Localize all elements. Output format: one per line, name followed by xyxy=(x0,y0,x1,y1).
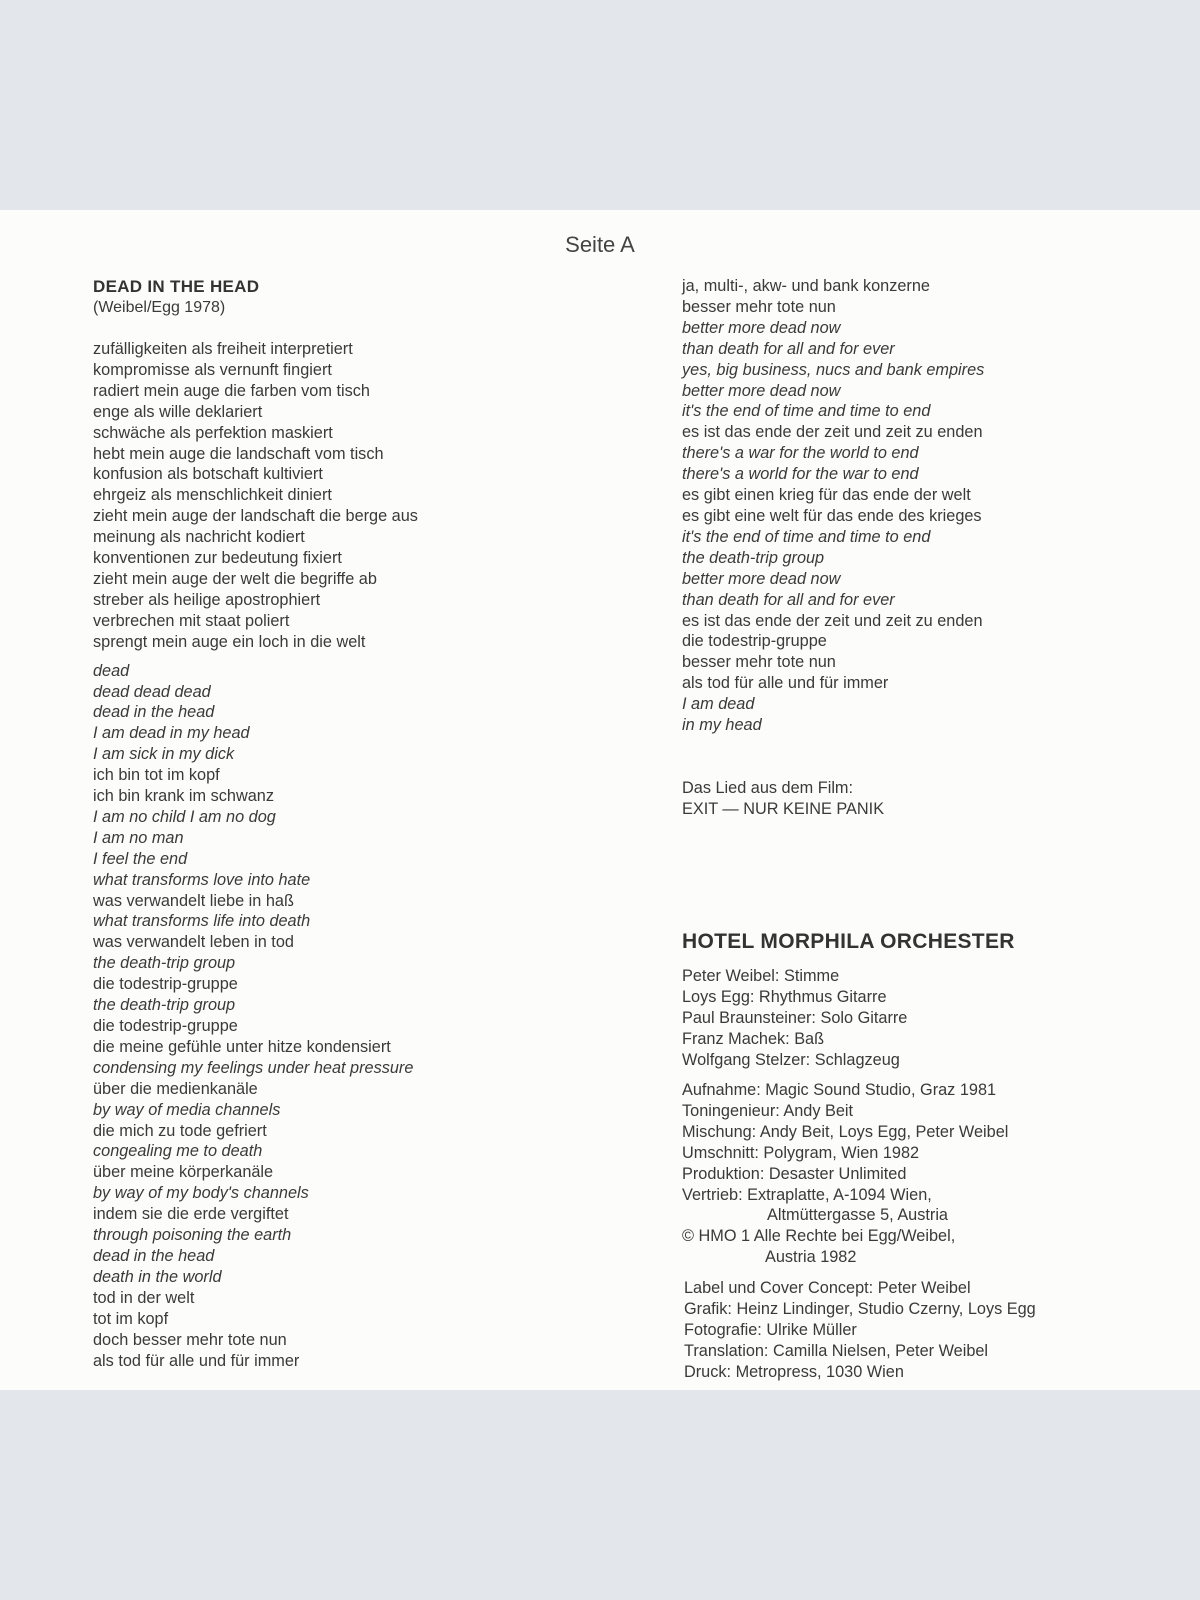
rights-line: Austria 1982 xyxy=(765,1248,857,1267)
song-credit: (Weibel/Egg 1978) xyxy=(93,299,226,316)
lyric-line: what transforms love into hate xyxy=(93,870,311,889)
lyric-line: was verwandelt liebe in haß xyxy=(93,891,294,910)
lyric-line: condensing my feelings under heat pressure xyxy=(93,1058,414,1077)
lyric-line: verbrechen mit staat poliert xyxy=(93,611,290,630)
production-line: Aufnahme: Magic Sound Studio, Graz 1981 xyxy=(682,1081,997,1099)
song-title: DEAD IN THE HEAD xyxy=(93,277,260,296)
lyric-line: ja, multi-, akw- und bank konzerne xyxy=(682,277,930,295)
member-line: Franz Machek: Baß xyxy=(682,1029,825,1048)
lyric-line: death in the world xyxy=(93,1267,222,1286)
production-line: Produktion: Desaster Unlimited xyxy=(682,1164,907,1183)
lyric-line: the death-trip group xyxy=(93,996,236,1015)
lyrics-stanza-1 xyxy=(93,339,613,653)
lyric-line: congealing me to death xyxy=(93,1142,263,1161)
lyric-line: the death-trip group xyxy=(682,548,825,567)
lyric-line: es ist das ende der zeit und zeit zu enden xyxy=(682,423,983,442)
lyric-line: it's the end of time and time to end xyxy=(682,527,931,546)
liner-notes-sheet xyxy=(0,210,1200,1390)
lyric-line: there's a war for the world to end xyxy=(682,444,919,463)
lyric-line: als tod für alle und für immer xyxy=(682,674,889,693)
lyric-line: dead dead dead xyxy=(93,682,211,701)
lyric-line: through poisoning the earth xyxy=(93,1226,292,1245)
band-members xyxy=(682,966,1182,1071)
production-line: Umschnitt: Polygram, Wien 1982 xyxy=(682,1143,920,1162)
lyric-line: I feel the end xyxy=(93,849,188,868)
lyric-line: ich bin krank im schwanz xyxy=(93,787,274,806)
design-line: Fotografie: Ulrike Müller xyxy=(684,1320,857,1339)
lyrics-right-column xyxy=(682,276,1172,820)
design-credits xyxy=(684,1278,1184,1383)
lyric-line: what transforms life into death xyxy=(93,912,311,931)
production-line: Altmüttergasse 5, Austria xyxy=(767,1206,948,1225)
lyric-line: ich bin tot im kopf xyxy=(93,766,220,785)
lyric-line: über die medienkanäle xyxy=(93,1079,258,1098)
lyric-line: I am no child I am no dog xyxy=(93,807,276,826)
design-line: Translation: Camilla Nielsen, Peter Weibel xyxy=(684,1341,989,1360)
lyric-line: ehrgeiz als menschlichkeit diniert xyxy=(93,486,332,505)
lyric-line: hebt mein auge die landschaft vom tisch xyxy=(93,444,384,463)
lyric-line: yes, big business, nucs and bank empires xyxy=(682,360,985,379)
lyric-line: schwäche als perfektion maskiert xyxy=(93,423,333,442)
lyric-line: es ist das ende der zeit und zeit zu enden xyxy=(682,611,983,630)
lyric-line: es gibt einen krieg für das ende der welt xyxy=(682,486,971,505)
member-line: Wolfgang Stelzer: Schlagzeug xyxy=(682,1050,900,1069)
design-line: Grafik: Heinz Lindinger, Studio Czerny, Loys Egg xyxy=(684,1299,1036,1318)
lyric-line: in my head xyxy=(682,716,762,735)
rights-line: © HMO 1 Alle Rechte bei Egg/Weibel, xyxy=(682,1227,956,1246)
lyric-line: the death-trip group xyxy=(93,954,236,973)
lyric-line: better more dead now xyxy=(682,318,841,337)
lyric-line: dead in the head xyxy=(93,703,215,722)
film-note-line: EXIT — NUR KEINE PANIK xyxy=(682,799,885,818)
lyric-line: die mich zu tode gefriert xyxy=(93,1121,267,1140)
lyric-line: besser mehr tote nun xyxy=(682,653,836,672)
lyric-line: besser mehr tote nun xyxy=(682,297,836,316)
lyric-line: enge als wille deklariert xyxy=(93,402,263,421)
lyric-line: indem sie die erde vergiftet xyxy=(93,1205,289,1224)
lyric-line: konfusion als botschaft kultiviert xyxy=(93,465,323,484)
design-line: Druck: Metropress, 1030 Wien xyxy=(684,1362,904,1381)
lyric-line: doch besser mehr tote nun xyxy=(93,1330,287,1349)
member-line: Loys Egg: Rhythmus Gitarre xyxy=(682,987,887,1006)
lyric-line: was verwandelt leben in tod xyxy=(93,933,294,952)
lyric-line: die todestrip-gruppe xyxy=(682,632,827,651)
lyrics-stanza-3 xyxy=(682,276,1172,736)
lyric-line: I am dead xyxy=(682,695,755,714)
film-note-line: Das Lied aus dem Film: xyxy=(682,778,854,797)
lyric-line: I am no man xyxy=(93,828,184,847)
lyric-line: dead xyxy=(93,661,130,680)
lyrics-left-column xyxy=(93,276,613,1371)
lyric-line: I am sick in my dick xyxy=(93,745,235,764)
member-line: Peter Weibel: Stimme xyxy=(682,967,840,985)
lyric-line: better more dead now xyxy=(682,569,841,588)
lyric-line: radiert mein auge die farben vom tisch xyxy=(93,381,370,400)
lyric-line: zieht mein auge der welt die begriffe ab xyxy=(93,569,377,588)
lyrics-stanza-2 xyxy=(93,661,613,1372)
band-title: HOTEL MORPHILA ORCHESTER xyxy=(682,930,1015,953)
page-header: Seite A xyxy=(565,232,635,257)
production-credits xyxy=(682,1080,1182,1268)
lyric-line: tot im kopf xyxy=(93,1309,169,1328)
production-line: Mischung: Andy Beit, Loys Egg, Peter Weibel xyxy=(682,1122,1009,1141)
production-line: Toningenieur: Andy Beit xyxy=(682,1101,854,1120)
lyric-line: tod in der welt xyxy=(93,1288,195,1307)
lyric-line: there's a world for the war to end xyxy=(682,465,919,484)
lyric-line: meinung als nachricht kodiert xyxy=(93,528,305,547)
lyric-line: by way of media channels xyxy=(93,1100,281,1119)
lyric-line: streber als heilige apostrophiert xyxy=(93,590,321,609)
design-line: Label und Cover Concept: Peter Weibel xyxy=(684,1279,971,1297)
lyric-line: better more dead now xyxy=(682,381,841,400)
lyric-line: kompromisse als vernunft fingiert xyxy=(93,360,332,379)
lyric-line: konventionen zur bedeutung fixiert xyxy=(93,549,342,568)
lyric-line: als tod für alle und für immer xyxy=(93,1351,300,1370)
lyric-line: zieht mein auge der landschaft die berge aus xyxy=(93,507,418,526)
film-note xyxy=(682,778,1172,820)
lyric-line: es gibt eine welt für das ende des krieges xyxy=(682,506,982,525)
lyric-line: than death for all and for ever xyxy=(682,590,895,609)
lyric-line: than death for all and for ever xyxy=(682,339,895,358)
lyric-line: by way of my body's channels xyxy=(93,1184,309,1203)
production-line: Vertrieb: Extraplatte, A-1094 Wien, xyxy=(682,1185,932,1204)
lyric-line: die meine gefühle unter hitze kondensiert xyxy=(93,1037,391,1056)
lyric-line: die todestrip-gruppe xyxy=(93,1017,238,1035)
lyric-line: zufälligkeiten als freiheit interpretiert xyxy=(93,340,353,358)
lyric-line: I am dead in my head xyxy=(93,724,250,743)
lyric-line: dead in the head xyxy=(93,1246,215,1265)
lyric-line: die todestrip-gruppe xyxy=(93,975,238,994)
lyric-line: it's the end of time and time to end xyxy=(682,402,931,421)
lyric-line: über meine körperkanäle xyxy=(93,1163,274,1182)
lyric-line: sprengt mein auge ein loch in die welt xyxy=(93,632,366,651)
member-line: Paul Braunsteiner: Solo Gitarre xyxy=(682,1008,908,1027)
